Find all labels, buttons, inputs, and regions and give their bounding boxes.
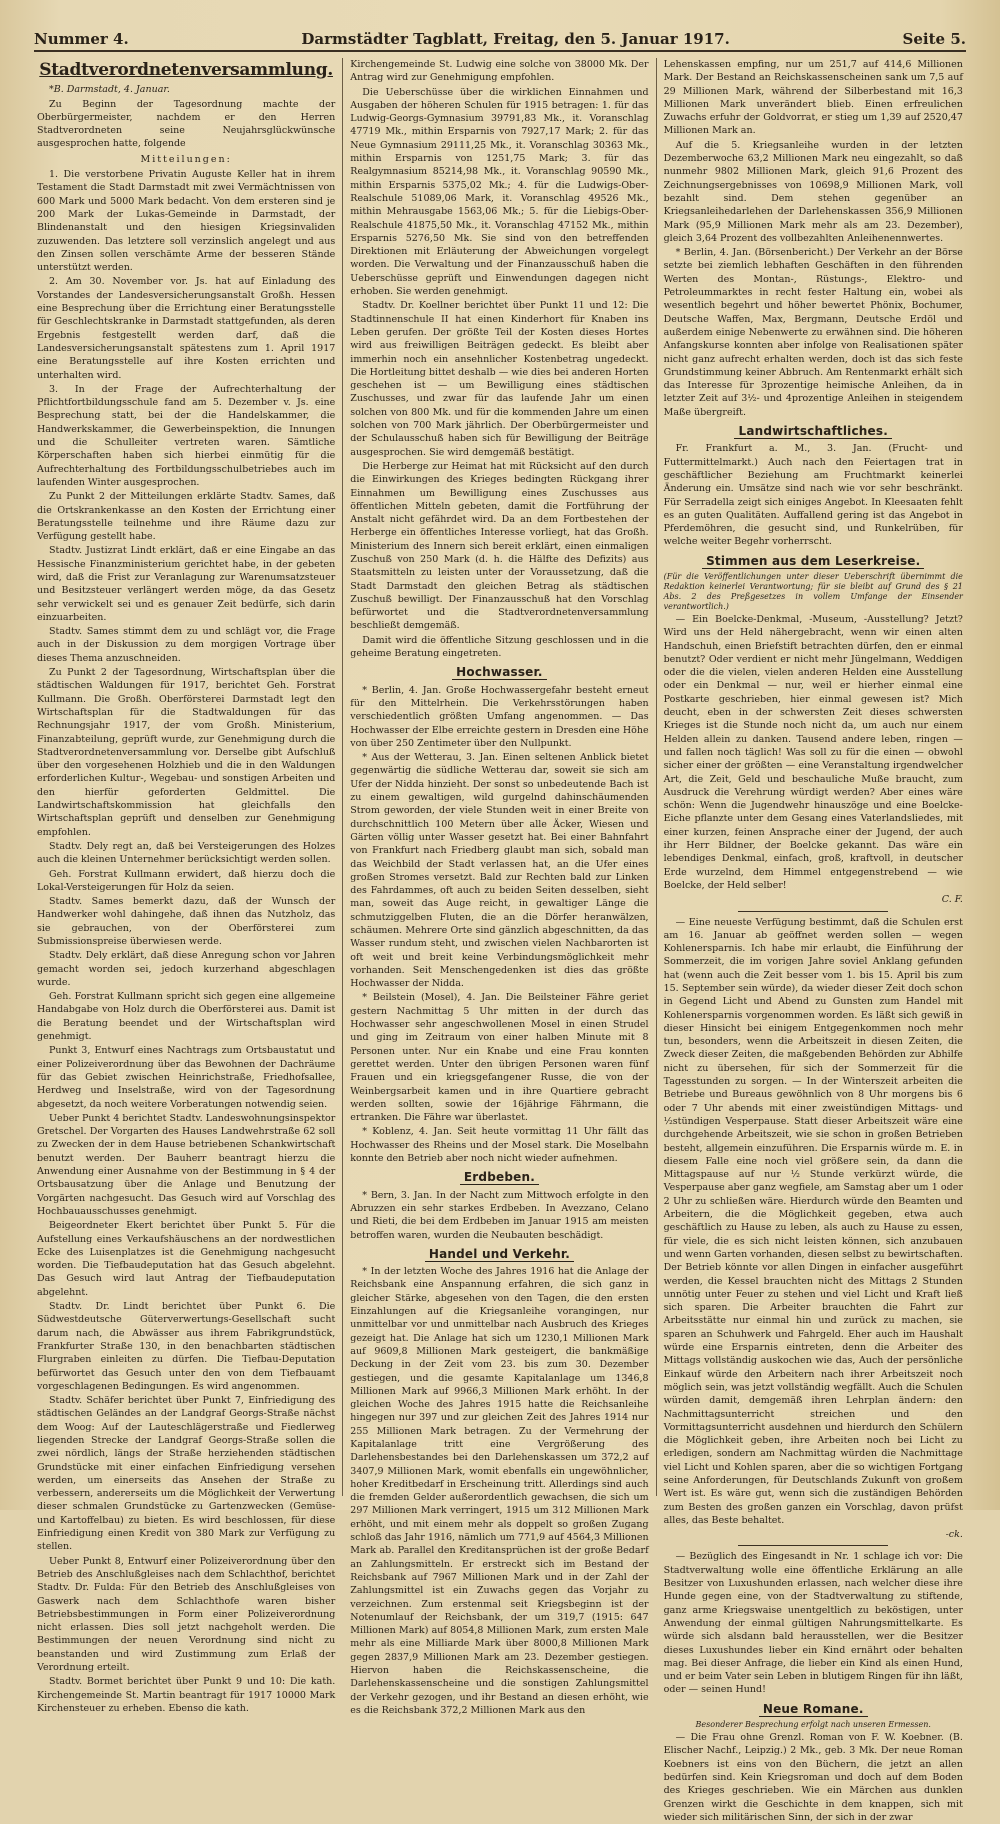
news-item: * Berlin, 4. Jan. Große Hochwassergefahr besteht erneut für den Mittelrhein. Die Verkehrsstörungen haben verschiedentlich größten Umfang angenommen. — Das Hochwasser der Elbe erreichte gestern in Dresden eine Höhe von über 250 Zentimeter über den Nullpunkt.: [350, 684, 649, 749]
column-2: [343, 58, 656, 1716]
letter-signature: C. F.: [941, 894, 963, 906]
article-paragraph: Zu Punkt 2 der Mitteilungen erklärte Stadtv. Sames, daß die Ortskrankenkasse an den Kosten der Errichtung einer Beratungsstelle teilnehme und ihre Räume dazu zur Verfügung gestellt habe.: [37, 491, 336, 543]
article-paragraph: Ueber Punkt 4 berichtet Stadtv. Landeswohnungsinspektor Gretschel. Der Vorgarten des Hauses Landwehrstraße 62 soll zu Zwecken der in dem Hause betriebenen Schankwirtschaft benutzt werden. Der Bauherr beantragt hierzu die Anwendung einer Ausnahme von der Bestimmung in § 4 der Ortsbausatzung über die Anlage und Benutzung der Vorgärten nachgesucht. Das Gesuch wird auf Vorschlag des Hochbauausschusses genehmigt.: [37, 1112, 336, 1217]
romane-subheading: Besonderer Besprechung erfolgt nach unseren Ermessen.: [695, 1720, 931, 1730]
news-item: Fr. Frankfurt a. M., 3. Jan. (Frucht- und Futtermittelmarkt.) Auch nach den Feiertagen trat in geschäftlicher Beziehung am Fruchtmarkt keinerlei Änderung ein. Umsätze sind nach wie vor sehr beschränkt. Für Serradella zeigt sich einiges Angebot. In Kleesaaten fehlt es an guten Qualitäten. Auffallend gering ist das Angebot in Pferdemöhren, die gesucht sind, und Runkelrüben, für welche weiter Begehr vorherrscht.: [663, 443, 963, 548]
article-paragraph: Die Herberge zur Heimat hat mit Rücksicht auf den durch die Einwirkungen des Krieges bedingten Rückgang ihrer Einnahmen um Bewilligung eines Zuschusses aus öffentlichen Mitteln gebeten, damit die Fortführung der Anstalt nicht gefährdet wird. Da an dem Fortbestehen der Herberge ein öffentliches Interesse vorliegt, hat das Großh. Ministerium des Innern sich bereit erklärt, einen einmaligen Zuschuß von 250 Mark (d. h. die Hälfte des Defizits) aus Staatsmitteln zu leisten unter der Voraussetzung, daß die Stadt Darmstadt den gleichen Betrag als städtischen Zuschuß bewilligt. Der Finanzausschuß hat den Vorschlag befürwortet und die Stadtverordnetenversammlung beschließt demgemäß.: [350, 460, 649, 632]
section-heading-stimmen-text: Stimmen aus dem Leserkreise.: [702, 554, 924, 569]
editorial-disclaimer: (Für die Veröffentlichungen unter dieser Ueberschrift übernimmt die Redaktion keinerlei Verantwortung; für sie bleibt auf Grund des § 21 Abs. 2 des Preßgesetzes in vollem Umfange der Einsender verantwortlich.): [663, 571, 963, 611]
headline-stadtverordneten: Stadtverordnetenversammlung.: [39, 60, 333, 80]
article-paragraph: 1. Die verstorbene Privatin Auguste Keller hat in ihrem Testament die Stadt Darmstadt mit zwei Vermächtnissen von 600 Mark und 5000 Mark bedacht. Von dem ersteren sind je 200 Mark der Lukas-Gemeinde in Darmstadt, der Blindenanstalt und den hiesigen Kriegsinvaliden zuzuwenden. Das letztere soll verzinslich angelegt und aus den Zinsen sollen verschämte Arme der besseren Stände unterstützt werden.: [37, 169, 336, 274]
article-paragraph: Stadtv. Dr. Koellner berichtet über Punkt 11 und 12: Die Stadtinnenschule II hat einen Kinderhort für Knaben ins Leben gerufen. Der größte Teil der Kosten dieses Hortes wird aus freiwilligen Beiträgen gedeckt. Es bleibt aber immerhin noch ein ansehnlicher Kostenbetrag ungedeckt. Die Hortleitung bittet deshalb — wie dies bei anderen Horten geschehen ist — um Bewilligung eines städtischen Zuschusses, und zwar für das laufende Jahr um einen solchen von 800 Mk. und für die kommenden Jahre um einen solchen von 700 Mark jährlich. Der Oberbürgermeister und der Schulausschuß haben sich für Bewilligung der Beiträge ausgesprochen. Sie wird demgemäß bestätigt.: [350, 300, 649, 458]
article-paragraph: Die Ueberschüsse über die wirklichen Einnahmen und Ausgaben der höheren Schulen für 1915 betragen: 1. für das Ludwig-Georgs-Gymnasium 39791,83 Mk., it. Voranschlag 47719 Mk., mithin Ersparnis von 7927,17 Mark; 2. für das Neue Gymnasium 29111,25 Mk., it. Voranschlag 30363 Mk., mithin Ersparnis von 1251,75 Mark; 3. für das Realgymnasium 85214,98 Mk., it. Voranschlag 90590 Mk., mithin Ersparnis 5375,02 Mk.; 4. für die Ludwigs-Ober-Realschule 51089,06 Mark, it. Voranschlag 49526 Mk., mithin Mehrausgabe 1563,06 Mk.; 5. für die Liebigs-Ober-Realschule 41875,50 Mk., it. Voranschlag 47152 Mk., mithin Ersparnis 5276,50 Mk. Sie sind von den betreffenden Direktionen mit Erläuterung der Abweichungen vorgelegt worden. Die Verwaltung und der Finanzausschuß haben die Ueberschüsse geprüft und Einwendungen dagegen nicht erhoben. Sie werden genehmigt.: [350, 86, 649, 298]
section-heading-romane-text: Neue Romane.: [759, 1702, 868, 1717]
column-1: [30, 58, 343, 1714]
article-intro: Zu Beginn der Tagesordnung machte der Oberbürgermeister, nachdem er den Herren Stadtverordneten seine Neujahrsglückwünsche ausgesprochen hatte, folgende: [37, 98, 336, 150]
section-heading-landwirtschaft: [664, 425, 963, 438]
divider: [738, 911, 888, 912]
page-number: Seite 5.: [902, 30, 966, 48]
divider: [738, 1545, 888, 1546]
article-paragraph: Damit wird die öffentliche Sitzung geschlossen und in die geheime Beratung eingetreten.: [350, 634, 649, 660]
article-paragraph: Stadtv. Dely regt an, daß bei Versteigerungen des Holzes auch die kleinen Unternehmer berücksichtigt werden sollen.: [37, 840, 336, 866]
section-heading-handel-text: Handel und Verkehr.: [425, 1247, 574, 1262]
article-paragraph: Punkt 3, Entwurf eines Nachtrags zum Ortsbaustatut und einer Polizeiverordnung über das Bewohnen der Dachräume für das Gebiet zwischen Heinrichstraße, Friedhofsallee, Herdweg und Inselstraße, wird von der Tagesordnung abgesetzt, da noch weitere Vorberatungen notwendig seien.: [37, 1045, 336, 1110]
column-3: [657, 58, 970, 1823]
article-paragraph: Stadtv. Sames stimmt dem zu und schlägt vor, die Frage auch in der Diskussion zu dem morgigen Vortrage über dieses Thema anzuschneiden.: [37, 626, 336, 664]
article-paragraph: Auf die 5. Kriegsanleihe wurden in der letzten Dezemberwoche 63,2 Millionen Mark neu eingezahlt, so daß nunmehr 9802 Millionen Mark, gleich 91,6 Prozent des Zeichnungsergebnisses von 10698,9 Millionen Mark, voll bezahlt sind. Dem stehen gegenüber an Kriegsanleihedarlehen der Darlehenskassen 356,9 Millionen Mark (95,9 Millionen Mark mehr als am 23. Dezember), gleich 3,64 Prozent des vollbezahlten Anleihenennwertes.: [663, 139, 963, 244]
article-paragraph: Stadtv. Schäfer berichtet über Punkt 7, Einfriedigung des städtischen Geländes an der Landgraf Georgs-Straße nächst dem Woog: Auf der Lauteschlägerstraße und Fiedlerweg liegenden Strecke der Landgraf Georgs-Straße sollen die zwei nördlich, längs der Straße herziehenden städtischen Grundstücke mit einer einfachen Einfriedigung versehen werden, um einerseits das Ansehen der Straße zu verbessern, andererseits um die Möglichkeit der Verwertung dieser schmalen Grundstücke zu Gartenzwecken (Gemüse- und Kartoffelbau) zu bieten. Es wird beschlossen, für diese Einfriedigung einen Kredit von 380 Mark zur Verfügung zu stellen.: [37, 1395, 336, 1553]
news-item: * Bern, 3. Jan. In der Nacht zum Mittwoch erfolgte in den Abruzzen ein sehr starkes Erdbeben. In Avezzano, Celano und Rieti, die bei dem Erdbeben im Januar 1915 am meisten betroffen waren, wurden die Neubauten beschädigt.: [350, 1189, 649, 1241]
section-heading-hochwasser-text: Hochwasser.: [452, 665, 547, 680]
article-paragraph: 3. In der Frage der Aufrechterhaltung der Pflichtfortbildungsschule fand am 5. Dezember v. Js. eine Besprechung statt, bei der die Handelskammer, die Handwerkskammer, die Gewerbeinspektion, die Innungen und die Schulleiter vertreten waren. Sämtliche Körperschaften haben sich hierbei einmütig für die Aufrechterhaltung des Fortbildungsschulbetriebes auch im laufenden Winter ausgesprochen.: [37, 383, 336, 488]
dateline: *B. Darmstadt, 4. Januar.: [49, 84, 170, 96]
article-paragraph: Stadtv. Dely erklärt, daß diese Anregung schon vor Jahren gemacht worden sei, jedoch kurzerhand abgeschlagen wurde.: [37, 950, 336, 988]
section-heading-stimmen: [664, 555, 963, 568]
news-item: * Beilstein (Mosel), 4. Jan. Die Beilsteiner Fähre geriet gestern Nachmittag 5 Uhr mitten in der durch das Hochwasser sehr angeschwollenen Mosel in einen Strudel und ging im Zeitraum von einer halben Minute mit 8 Personen unter. Nur ein Knabe und eine Frau konnten gerettet werden. Unter den übrigen Personen waren fünf Frauen und ein kriegsgefangener Russe, die von der Weinbergsarbeit kamen und in ihre Quartiere gebracht werden sollten, sowie der 16jährige Fährmann, die ertranken. Die Fähre war überlastet.: [350, 992, 649, 1124]
news-item: * Koblenz, 4. Jan. Seit heute vormittag 11 Uhr fällt das Hochwasser des Rheins und der Mosel stark. Die Moselbahn konnte den Betrieb aber noch nicht wieder aufnehmen.: [350, 1126, 649, 1165]
article-paragraph: * Berlin, 4. Jan. (Börsenbericht.) Der Verkehr an der Börse setzte bei ziemlich lebhaften Geschäften in den führenden Werten des Montan-, Rüstungs-, Elektro- und Petroleummarktes in recht fester Haltung ein, wobei als wesentlich begehrt und höher bewertet Phönix, Bochumer, Deutsche Waffen, Max, Bergmann, Deutsche Erdöl und außerdem einige Nebenwerte zu erwähnen sind. Die höheren Anfangskurse konnten aber infolge von Realisationen später nicht ganz aufrecht erhalten werden, doch ist das sich feste Grundstimmung keiner Abbruch. Am Rentenmarkt erhält sich das Interesse für 3prozentige heimische Anleihen, da in letzter Zeit auf 3½- und 4prozentige Anleihen in steigendem Maße übergreift.: [663, 247, 963, 418]
subheading-mitteilungen: Mitteilungen:: [140, 153, 232, 165]
section-heading-hochwasser: [350, 666, 648, 679]
article-paragraph: Geh. Forstrat Kullmann erwidert, daß hierzu doch die Lokal-Versteigerungen für Holz da seien.: [37, 868, 336, 893]
article-paragraph: Geh. Forstrat Kullmann spricht sich gegen eine allgemeine Handabgabe von Holz durch die Oberförsterei aus. Damit ist die Beratung beendet und der Wirtschaftsplan wird genehmigt.: [37, 991, 336, 1043]
article-paragraph: Stadtv. Dr. Lindt berichtet über Punkt 6. Die Südwestdeutsche Güterverwertungs-Gesellschaft sucht darum nach, die Abwässer aus ihrem Fabrikgrundstück, Frankfurter Straße 130, in den benachbarten städtischen Flurgraben einleiten zu dürfen. Die Tiefbau-Deputation befürwortet das Gesuch unter den von dem Tiefbauamt vorgeschlagenen Bedingungen. Es wird angenommen.: [37, 1301, 336, 1392]
news-item: * Aus der Wetterau, 3. Jan. Einen seltenen Anblick bietet gegenwärtig die südliche Wetterau dar, soweit sie sich am Ufer der Nidda hinzieht. Der sonst so unbedeutende Bach ist zu einem gewaltigen, wild gurgelnd dahinschäumenden Strom geworden, der viele Stunden weit in einer Breite von durchschnittlich 100 Metern über alle Äcker, Wiesen und Gärten völlig unter Wasser gesetzt hat. Bei einer Bahnfahrt von Frankfurt nach Friedberg glaubt man sich, sobald man das Weichbild der Stadt verlassen hat, an die Ufer eines großen Stromes versetzt. Bald zur Rechten bald zur Linken des Fahrdammes, oft auch zu beiden Seiten desselben, sieht man, soweit das Auge reicht, in gewaltiger Länge die schmutziggelben Fluten, die an die Dörfer heranwälzen, schäumen. Mehrere Orte sind gänzlich abgeschnitten, da das Wasser rundum steht, und zwischen vielen Nachbarorten ist oft weit und breit keine Verbindungsmöglichkeit mehr vorhanden. Seit Menschengedenken ist dies das größte Hochwasser der Nidda.: [350, 752, 649, 990]
article-paragraph: Beigeordneter Ekert berichtet über Punkt 5. Für die Aufstellung eines Verkaufshäuschens an der nordwestlichen Ecke des Luisenplatzes ist die Genehmigung nachgesucht worden. Die Tiefbaudeputation hat das Gesuch abgelehnt. Das Gesuch wird laut Antrag der Tiefbaudeputation abgelehnt.: [37, 1220, 336, 1298]
section-heading-erdbeben: [350, 1171, 648, 1184]
section-heading-erdbeben-text: Erdbeben.: [460, 1170, 539, 1185]
letter-paragraph: — Ein Boelcke-Denkmal, -Museum, -Ausstellung? Jetzt? Wird uns der Held nähergebracht, wenn wir einen alten Handschuh, einen Briefstift betrachten dürfen, den er einmal benutzt? Oder verdient er nicht mehr Jüngelmann, Weddigen oder die die vielen, vielen anderen Helden eine Ausstellung oder ein Denkmal — nur, weil er hierher einmal eine Postkarte geschrieben, hier einmal gewesen ist? Mich deucht, eben in der schwersten Zeit dieses schwersten Krieges ist die Stunde noch nicht da, um auch nur einem Helden allein zu danken. Tausend andere leben, ringen — und fallen noch täglich! Was soll zu für die einen — obwohl sicher einer der größten — eine Veranstaltung irgendwelcher Art, die Zeit, Geld und beschauliche Muße braucht, zum Ausdruck die Verehrung würdigt werden? Aber eines wäre schön: Wenn die Jugendwehr hinauszöge und eine Boelcke-Eiche pflanzte unter dem Gesang eines Vaterlandsliedes, mit einer kurzen, feinen Ansprache einer der Jugend, der auch ihr Herr Bildner, der Boelcke gekannt. Das wäre ein lebendiges Denkmal, einfach, groß, kraftvoll, in deutscher Erde wurzelnd, dem Himmel entgegenstrebend — wie Boelcke, der Held selber!: [663, 613, 963, 891]
issue-number: Nummer 4.: [34, 30, 129, 48]
section-heading-handel: [350, 1248, 648, 1261]
article-paragraph: Stadtv. Justizrat Lindt erklärt, daß er eine Eingabe an das Hessische Finanzministerium gerichtet habe, in der gebeten wird, daß die Frist zur Veranlagung zur Warenumsatzsteuer und Besitzsteuer verlängert werden möge, da das Gesetz sehr verwickelt sei und es genauer Zeit bedürfe, sich darin einzuarbeiten.: [37, 545, 336, 623]
news-item: * In der letzten Woche des Jahres 1916 hat die Anlage der Reichsbank eine Anspannung erfahren, die sich ganz in gleicher Stärke, abgesehen von den Tagen, die den ersten Einzahlungen auf die Kriegsanleihe vorangingen, nur unmittelbar vor und unmittelbar nach Ausbruch des Krieges gezeigt hat. Die Anlage hat sich um 1230,1 Millionen Mark auf 9609,8 Millionen Mark gesteigert, die bankmäßige Deckung in der Zeit vom 23. bis zum 30. Dezember gestiegen, und die gesamte Kapitalanlage um 1346,8 Millionen Mark auf 9966,3 Millionen Mark erhöht. In der gleichen Woche des Jahres 1915 hatte die Reichsanleihe hingegen nur 397 und zur gleichen Zeit des Jahres 1914 nur 255 Millionen Mark betragen. Zu der Vermehrung der Kapitalanlage tritt eine Vergrößerung des Darlehensbestandes bei den Darlehenskassen um 372,2 auf 3407,9 Millionen Mark, womit ebenfalls ein ungewöhnlicher, hoher Kreditbedarf in Erscheinung tritt. Allerdings sind auch die fremden Gelder außerordentlich gewachsen, die sich um 297 Millionen Mark verringert, 1915 um 312 Millionen Mark erhöht, und mit einem mehr als doppelt so großen Zugang schloß das Jahr 1916, nämlich um 771,9 auf 4564,3 Millionen Mark ab. Parallel den Kreditansprüchen ist der große Bedarf an Zahlungsmitteln. Er erstreckt sich im Bestand der Reichsbank auf 7967 Millionen Mark und in der Zahl der Zahlungsmittel ist ein Zuwachs gegen das Vorjahr zu verzeichnen. Zum erstenmal seit Kriegsbeginn ist der Notenumlauf der Reichsbank, der um 319,7 (1915: 647 Millionen Mark) auf 8054,8 Millionen Mark, zum ersten Male mehr als eine Milliarde Mark über 8000,8 Millionen Mark gegen 2837,9 Millionen Mark am 23. Dezember gestiegen. Hiervon haben die Reichskassenscheine, die Darlehenskassenscheine und die sonstigen Zahlungsmittel der Verkehr gezogen, und ihr Bestand an diesen erhöht, wie es die Reichsbank 372,2 Millionen Mark aus den: [350, 1266, 649, 1716]
article-paragraph: Kirchengemeinde St. Ludwig eine solche von 38000 Mk. Der Antrag wird zur Genehmigung empfohlen.: [350, 59, 649, 84]
review-paragraph: — Die Frau ohne Grenzl. Roman von F. W. Koebner. (B. Elischer Nachf., Leipzig.) 2 Mk., geb. 3 Mk. Der neue Roman Koebners ist eins von den Büchern, die jetzt an allen bedürfen sind. Kein Kriegsroman und doch auf dem Boden des Krieges geschrieben. Wie ein Märchen aus dunklen Grenzen wirkt die Geschichte in dem knappen, sich mit wieder sich militärischen Sinn, der sich in der zwar: [663, 1732, 963, 1823]
article-paragraph: Zu Punkt 2 der Tagesordnung, Wirtschaftsplan über die städtischen Waldungen für 1917, berichtet Geh. Forstrat Kullmann. Die Großh. Oberförsterei Darmstadt legt den Wirtschaftsplan für die Stadtwaldungen für das Rechnungsjahr 1917, der vom Großh. Ministerium, Finanzabteilung, geprüft wurde, zur Genehmigung durch die Stadtverordnetenversammlung vor. Derselbe gibt Aufschluß über den vorgesehenen Holzhieb und die in den Waldungen erforderlichen Kultur-, Wegebau- und sonstigen Arbeiten und den hierfür geforderten Geldmittel. Die Landwirtschaftskommission hat gleichfalls den Wirtschaftsplan geprüft und denselben zur Genehmigung empfohlen.: [37, 667, 336, 838]
letter-paragraph: — Eine neueste Verfügung bestimmt, daß die Schulen erst am 16. Januar ab geöffnet werden sollen — wegen Kohlenersparnis. Ich habe mir erlaubt, die Einführung der Sommerzeit, die im vorigen Jahre soviel Anklang gefunden hat (wenn auch die Zeit besser vom 1. bis 15. April bis zum 15. September sein würde), da wieder dieser Zeit doch schon in Gegend Licht und Abend zu Gunsten zum Handel mit Kohlenersparnis vorgenommen worden. Es läßt sich gewiß in dieser Hinsicht bei einigem Entgegenkommen noch mehr tun, besonders, wenn die Arbeitszeit in diesen Zeiten, die Zweck dieser Zeiten, die maßgebenden Behörden zur Abhilfe nicht zu übersehen, für sich der Sommerzeit für die Tagesstunden zu sorgen. — In der Winterszeit arbeiten die Betriebe und Bureaus gewöhnlich von 8 Uhr morgens bis 6 oder 7 Uhr abends mit einer zweistündigen Mittags- und ½stündigen Vesperpause. Statt dieser Arbeitszeit wäre eine durchgehende Arbeitszeit, wie sie schon in großen Betrieben besteht, allgemein einzuführen. Die Ersparnis würde m. E. in diesem Falle eine noch viel größere sein, da dann die Mittagspause auf nur ½ Stunde verkürzt würde, die Vesperpause aber ganz wegfiele, am Samstag aber um 1 oder 2 Uhr zu schließen wäre. Hierdurch würde den Beamten und Arbeitern, die die Möglichkeit gegeben, etwa auch geschäftlich zu Hause zu leben, als auch zu Hause zu essen, für viele, die es sich nicht leisten können, sich anzubauen und wenn Garten vorhanden, diesen selbst zu bewirtschaften. Der Betrieb könnte vor allen Dingen in einfacher ausgeführt werden, die Kessel brauchten nicht des Mittags 2 Stunden unnötig unter Feuer zu stehen und viel Licht und Kraft ließ sich sparen. Die Arbeiter brauchten die Fahrt zur Arbeitsstätte nur einmal hin und zurück zu machen, sie sparen an Schuhwerk und Fahrgeld. Eher auch im Haushalt würde eine Ersparnis eintreten, denn die Arbeiter des Mittags vollständig auskochen wie das, Auch der persönliche Einkauf würde den Arbeitern nach ihrer Arbeitszeit noch möglich sein, was jetzt vollständig wegfällt. Auch die Schulen würden damit, demgemäß ihren Lehrplan ändern: den Nachmittagsunterricht streichen und den Vormittagsunterricht ausdehnen und hierdurch den Schülern die Möglichkeit geben, ihre Arbeiten noch bei Licht zu erledigen, sondern am Nachmittag würden die Nachmittage viel Licht und Kohlen sparen, aber die so wichtigen Fortgang seine Anforderungen, für Deutschlands Zukunft von großem Wert ist. Es wäre gut, wenn sich die zuständigen Behörden zum Besten des großen ganzen ein Vorschlag, davon prüfst alles, das Beste behaltet.: [663, 916, 963, 1526]
article-paragraph: Lehenskassen empfing, nur um 251,7 auf 414,6 Millionen Mark. Der Bestand an Reichskassenscheinen sank um 7,5 auf 29 Millionen Mark, während der Silberbestand mit 16,3 Millionen Mark unverändert blieb. Einen erfreulichen Zuwachs erfuhr der Goldvorrat, er stieg um 1,39 auf 2520,47 Millionen Mark an.: [663, 59, 963, 137]
masthead: [34, 28, 966, 52]
paper-title: Darmstädter Tagblatt, Freitag, den 5. Januar 1917.: [301, 30, 730, 48]
article-paragraph: Stadtv. Bormet berichtet über Punkt 9 und 10: Die kath. Kirchengemeinde St. Martin beantragt für 1917 10000 Mark Kirchensteuer zu erheben. Ebenso die kath.: [37, 1676, 336, 1714]
article-paragraph: Stadtv. Sames bemerkt dazu, daß der Wunsch der Handwerker wohl dahingehe, daß ihnen das Nutzholz, das sie gebrauchen, von der Oberförsterei zum Submissionspreise überwiesen werde.: [37, 896, 336, 947]
article-paragraph: Ueber Punkt 8, Entwurf einer Polizeiverordnung über den Betrieb des Anschlußgleises nach dem Schlachthof, berichtet Stadtv. Dr. Fulda: Für den Betrieb des Anschlußgleises von Gaswerk nach dem Schlachthofe waren bisher Betriebsbestimmungen in Form einer Polizeiverordnung nicht erlassen. Dies soll jetzt nachgeholt werden. Die Bestimmungen der neuen Verordnung sind nicht zu beanstanden und wird Zustimmung zum Erlaß der Verordnung erteilt.: [37, 1555, 336, 1674]
section-heading-landwirtschaft-text: Landwirtschaftliches.: [734, 424, 892, 439]
article-paragraph: 2. Am 30. November vor. Js. hat auf Einladung des Vorstandes der Landesversicherungsanstalt Großh. Hessen eine Besprechung über die Errichtung einer Beratungsstelle für Geschlechtskranke in Darmstadt stattgefunden, als deren Ergebnis festgestellt werden darf, daß die Landesversicherungsanstalt spätestens zum 1. April 1917 eine Beratungsstelle auf ihre Kosten errichten und unterhalten wird.: [37, 276, 336, 381]
section-heading-romane: [664, 1703, 963, 1716]
letter-signature: -ck.: [945, 1529, 963, 1541]
columns: [30, 58, 970, 1823]
letter-paragraph: — Bezüglich des Eingesandt in Nr. 1 schlage ich vor: Die Stadtverwaltung wolle eine öffentliche Erklärung an alle Besitzer von Luxushunden erlassen, nach welcher diese ihre Hunde gegen eine, von der Stadtverwaltung zu stiftende, ganz arme Kriegswaise unentgeltlich zu beköstigen, unter Anwendung der einmal gültigen Nahrungsmittelkarte. Es würde sich alsdann bald herausstellen, wer die Besitzer dieses Luxushundes lieber ein Kind ernährt oder behalten mag. Bei dieser Anfrage, die lieber ein Kind als einen Hund, und er beim Vater sein Leben in blutigem Ringen für ihn läßt, oder — seinen Hund!: [663, 1551, 963, 1696]
